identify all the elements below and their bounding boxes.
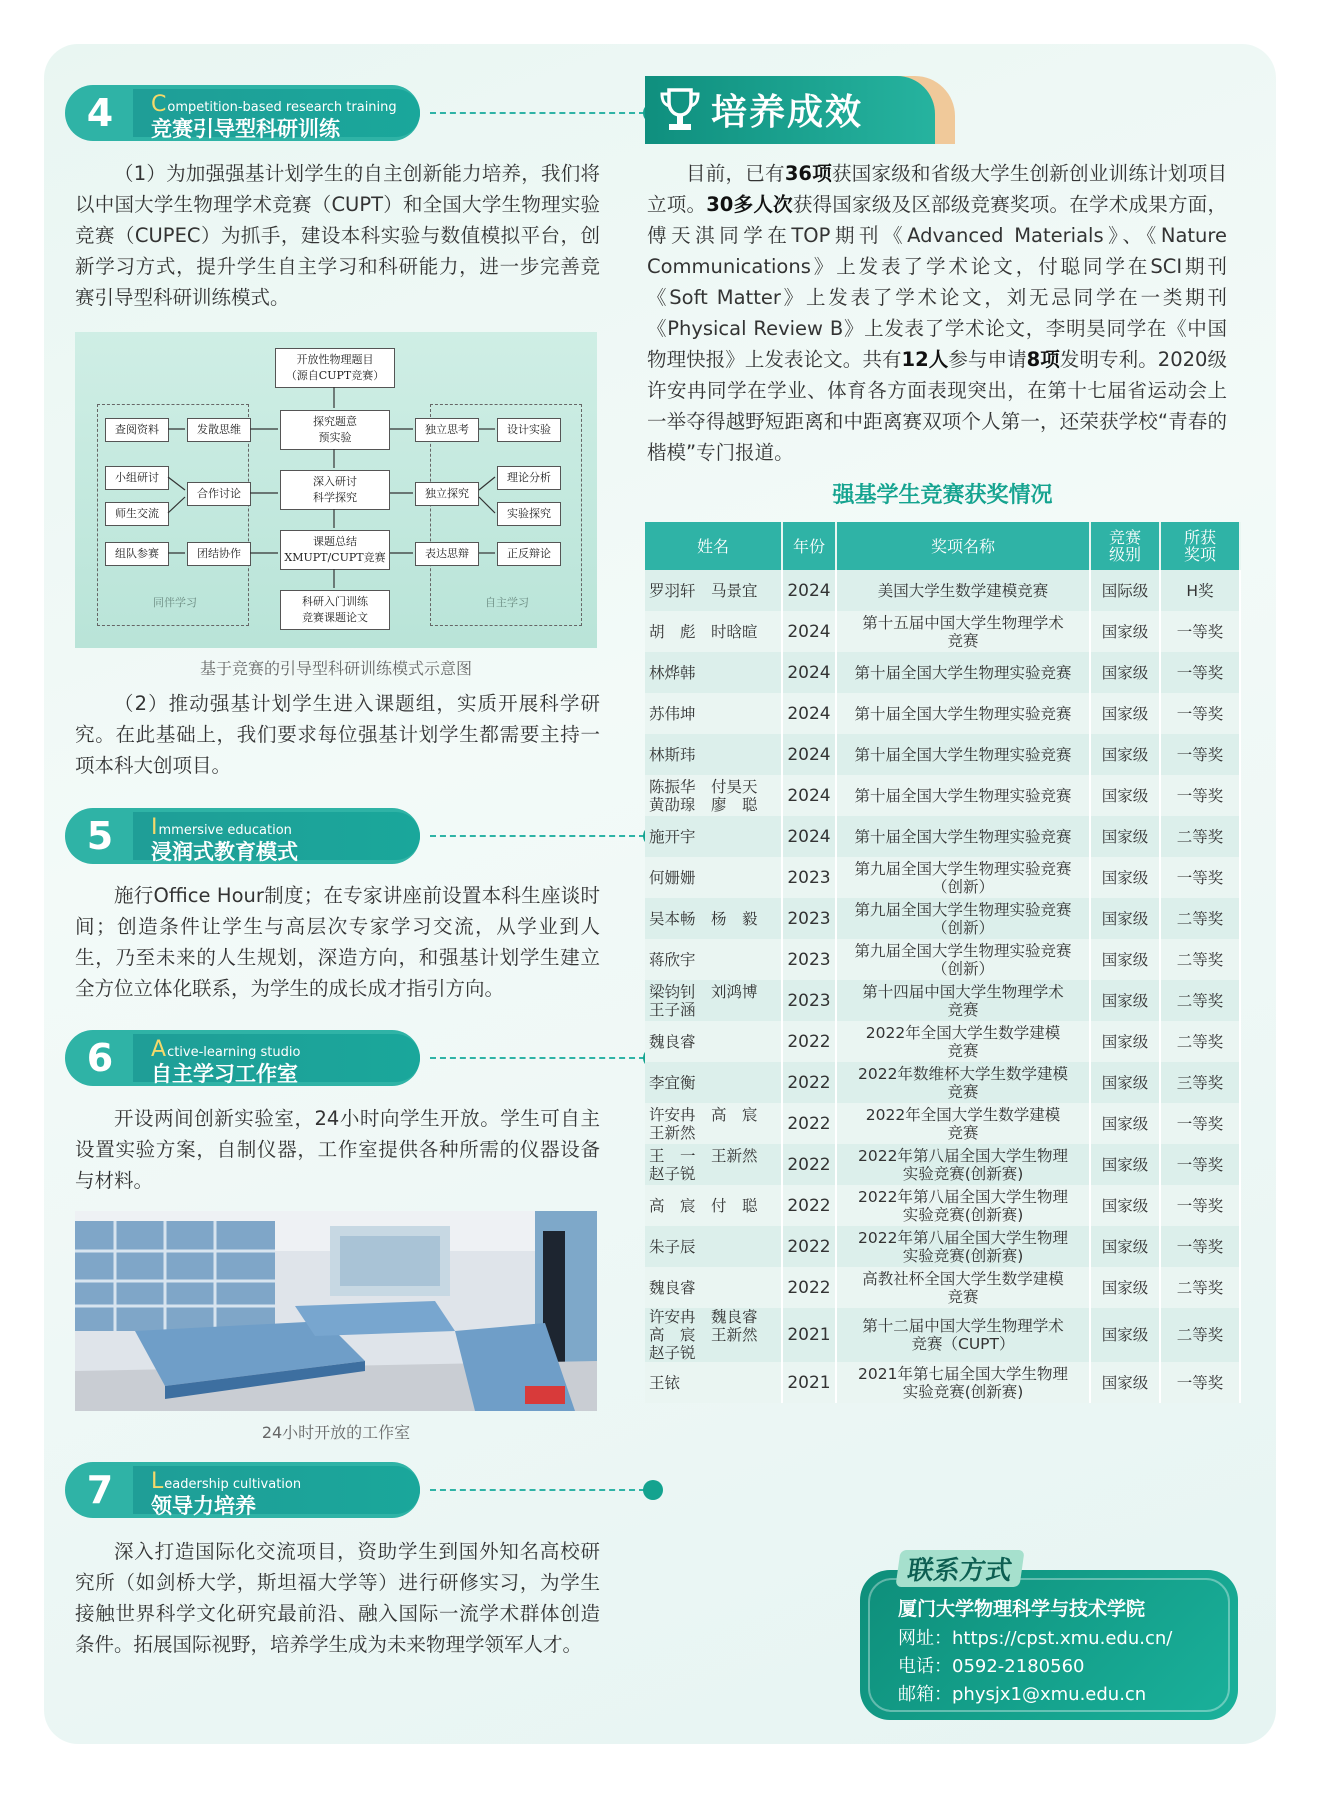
cell-name: 许安冉 魏良睿 高 宸 王新然 赵子锐 — [645, 1308, 782, 1362]
cell-award: 2022年全国大学生数学建模 竞赛 — [836, 1103, 1090, 1144]
table-row — [645, 1226, 1240, 1267]
contact-tag: 联系方式 — [895, 1550, 1024, 1587]
cell-award: 第九届全国大学生物理实验竞赛 （创新） — [836, 898, 1090, 939]
cell-prize: 一等奖 — [1160, 693, 1240, 734]
contact-website[interactable]: 网址：https://cpst.xmu.edu.cn/ — [898, 1628, 1173, 1649]
cell-award: 第十四届中国大学生物理学术 竞赛 — [836, 980, 1090, 1021]
cell-prize: 二等奖 — [1160, 816, 1240, 857]
cell-level: 国家级 — [1090, 898, 1160, 939]
section-5-paragraph: 施行Office Hour制度；在专家讲座前设置本科生座谈时间；创造条件让学生与高层次专家学习交流，从学业到人生，乃至未来的人生规划，深造方向，和强基计划学生建立全方位立体化联系，为学生的成长成才指引方向。 — [75, 884, 600, 1000]
cell-award: 第九届全国大学生物理实验竞赛 （创新） — [836, 939, 1090, 980]
section-4-paragraph-1: （1）为加强强基计划学生的自主创新能力培养，我们将以中国大学生物理学术竞赛（CUPT）和全国大学生物理实验竞赛（CUPEC）为抓手，建设本科实验与数值模拟平台，创新学习方式，提升学生自主学习和科研能力，进一步完善竞赛引导型科研训练模式。 — [75, 162, 600, 309]
table-row — [645, 652, 1240, 693]
table-row — [645, 816, 1240, 857]
column-header: 竞赛 级别 — [1090, 522, 1160, 570]
diagram-left-box: 师生交流 — [105, 502, 169, 526]
diagram-right-box: 独立探究 — [415, 482, 479, 506]
cell-name: 林斯玮 — [645, 734, 782, 775]
cell-level: 国家级 — [1090, 734, 1160, 775]
diagram-right-box: 正反辩论 — [497, 542, 561, 566]
cell-year: 2024 — [782, 611, 836, 652]
cell-name: 施开宇 — [645, 816, 782, 857]
column-header: 所获 奖项 — [1160, 522, 1240, 570]
section-6-paragraph: 开设两间创新实验室，24小时向学生开放。学生可自主设置实验方案，自制仪器，工作室提供各种所需的仪器设备与材料。 — [75, 1107, 600, 1192]
section-4-paragraph-2: （2）推动强基计划学生进入课题组，实质开展科学研究。在此基础上，我们要求每位强基计划学生都需要主持一项本科大创项目。 — [75, 692, 600, 777]
cell-year: 2022 — [782, 1226, 836, 1267]
cell-prize: 二等奖 — [1160, 898, 1240, 939]
cell-name: 罗羽轩 马景宜 — [645, 570, 782, 611]
results-banner — [645, 76, 955, 144]
cell-name: 蒋欣宇 — [645, 939, 782, 980]
section-7-header — [65, 1462, 420, 1518]
cell-name: 李宜衡 — [645, 1062, 782, 1103]
cell-prize: 二等奖 — [1160, 1267, 1240, 1308]
table-row — [645, 898, 1240, 939]
cell-prize: 一等奖 — [1160, 652, 1240, 693]
cell-prize: H奖 — [1160, 570, 1240, 611]
results-paragraph: 目前，已有36项获国家级和省级大学生创新创业训练计划项目立项。30多人次获得国家级及区部级竞赛奖项。在学术成果方面，傅天淇同学在TOP期刊《Advanced Materials》、《Nature Communications》上发表了学术论文，付聪同学在SCI期刊《Soft Matter》上发表了学术论文，刘无忌同学在一类期刊《Physical Review B》上发表了学术论文，李明昊同学在《中国物理快报》上发表论文。共有12人参与申请8项发明专利。2020级许安冉同学在学业、体育各方面表现突出，在第十七届省运动会上一举夺得越野短距离和中距离赛双项个人第一，还荣获学校“青春的楷模”专门报道。 — [647, 162, 1227, 464]
cell-name: 王 一 王新然 赵子锐 — [645, 1144, 782, 1185]
cell-level: 国家级 — [1090, 1062, 1160, 1103]
cell-prize: 一等奖 — [1160, 734, 1240, 775]
diagram-left-box: 查阅资料 — [105, 418, 169, 442]
diagram-area-label: 同伴学习 — [153, 596, 197, 609]
cell-award: 第十届全国大学生物理实验竞赛 — [836, 734, 1090, 775]
cell-name: 高 宸 付 聪 — [645, 1185, 782, 1226]
column-header: 奖项名称 — [836, 522, 1090, 570]
cell-name: 魏良睿 — [645, 1267, 782, 1308]
cell-prize: 一等奖 — [1160, 611, 1240, 652]
cell-name: 苏伟坤 — [645, 693, 782, 734]
cell-level: 国家级 — [1090, 652, 1160, 693]
diagram-arrows — [75, 332, 597, 648]
awards-table — [645, 522, 1241, 1403]
contact-organization: 厦门大学物理科学与技术学院 — [898, 1598, 1146, 1620]
cell-level: 国家级 — [1090, 1185, 1160, 1226]
cell-level: 国家级 — [1090, 980, 1160, 1021]
cell-level: 国家级 — [1090, 1362, 1160, 1403]
cell-level: 国家级 — [1090, 1103, 1160, 1144]
cell-year: 2022 — [782, 1103, 836, 1144]
column-header: 姓名 — [645, 522, 782, 570]
cell-year: 2024 — [782, 734, 836, 775]
cell-year: 2024 — [782, 652, 836, 693]
cell-name: 陈振华 付昊天 黄劭瑔 廖 聪 — [645, 775, 782, 816]
table-row — [645, 734, 1240, 775]
contact-card — [860, 1556, 1238, 1720]
cell-name: 朱子辰 — [645, 1226, 782, 1267]
section-chinese-title: 竞赛引导型科研训练 — [151, 117, 340, 141]
diagram-center-box-1: 探究题意 预实验 — [280, 410, 390, 450]
cell-name: 梁钧钊 刘鸿博 王子涵 — [645, 980, 782, 1021]
cell-award: 第九届全国大学生物理实验竞赛 （创新） — [836, 857, 1090, 898]
cell-prize: 二等奖 — [1160, 939, 1240, 980]
cell-prize: 二等奖 — [1160, 1021, 1240, 1062]
table-row — [645, 1362, 1240, 1403]
cell-prize: 一等奖 — [1160, 857, 1240, 898]
diagram-caption: 基于竞赛的引导型科研训练模式示意图 — [199, 659, 472, 678]
diagram-top-box: 开放性物理题目 （源自CUPT竞赛） — [275, 348, 395, 388]
trophy-icon — [659, 86, 701, 134]
cell-award: 第十届全国大学生物理实验竞赛 — [836, 816, 1090, 857]
diagram-right-box: 表达思辩 — [415, 542, 479, 566]
cell-award: 2022年全国大学生数学建模 竞赛 — [836, 1021, 1090, 1062]
training-mode-diagram — [75, 332, 597, 648]
cell-prize: 一等奖 — [1160, 775, 1240, 816]
cell-level: 国家级 — [1090, 693, 1160, 734]
cell-level: 国家级 — [1090, 1267, 1160, 1308]
diagram-right-box: 实验探究 — [497, 502, 561, 526]
contact-phone: 电话：0592-2180560 — [898, 1656, 1085, 1677]
table-row — [645, 775, 1240, 816]
table-row — [645, 1185, 1240, 1226]
cell-award: 高教社杯全国大学生数学建模 竞赛 — [836, 1267, 1090, 1308]
table-row — [645, 939, 1240, 980]
cell-prize: 一等奖 — [1160, 1185, 1240, 1226]
cell-year: 2022 — [782, 1144, 836, 1185]
table-row — [645, 1021, 1240, 1062]
table-row — [645, 570, 1240, 611]
diagram-right-box: 理论分析 — [497, 466, 561, 490]
cell-prize: 一等奖 — [1160, 1144, 1240, 1185]
section-english-title: Leadership cultivation — [151, 1469, 302, 1494]
cell-prize: 一等奖 — [1160, 1362, 1240, 1403]
cell-level: 国家级 — [1090, 1308, 1160, 1362]
results-title: 培养成效 — [711, 92, 864, 133]
cell-award: 第十届全国大学生物理实验竞赛 — [836, 693, 1090, 734]
table-row — [645, 980, 1240, 1021]
cell-name: 许安冉 高 宸 王新然 — [645, 1103, 782, 1144]
section-6-header — [65, 1030, 420, 1086]
section-chinese-title: 领导力培养 — [151, 1494, 256, 1518]
cell-year: 2024 — [782, 816, 836, 857]
diagram-left-box: 组队参赛 — [105, 542, 169, 566]
diagram-center-box-3: 课题总结 XMUPT/CUPT竞赛 — [280, 530, 390, 570]
cell-level: 国际级 — [1090, 570, 1160, 611]
photo-caption: 24小时开放的工作室 — [261, 1423, 411, 1442]
cell-year: 2022 — [782, 1267, 836, 1308]
table-header-row — [645, 522, 1240, 570]
cell-year: 2023 — [782, 857, 836, 898]
table-row — [645, 1144, 1240, 1185]
section-number: 4 — [86, 91, 114, 135]
cell-year: 2022 — [782, 1021, 836, 1062]
section-english-title: Competition-based research training — [151, 92, 397, 117]
cell-award: 第十届全国大学生物理实验竞赛 — [836, 775, 1090, 816]
section-number: 6 — [86, 1036, 114, 1080]
awards-table-title: 强基学生竞赛获奖情况 — [832, 483, 1053, 508]
cell-year: 2024 — [782, 570, 836, 611]
studio-photo — [75, 1211, 597, 1411]
cell-level: 国家级 — [1090, 611, 1160, 652]
cell-year: 2023 — [782, 939, 836, 980]
cell-level: 国家级 — [1090, 816, 1160, 857]
section-4-header — [65, 85, 420, 141]
diagram-right-box: 设计实验 — [497, 418, 561, 442]
cell-prize: 一等奖 — [1160, 1226, 1240, 1267]
table-row — [645, 1308, 1240, 1362]
cell-award: 第十二届中国大学生物理学术 竞赛（CUPT） — [836, 1308, 1090, 1362]
cell-year: 2022 — [782, 1185, 836, 1226]
cell-award: 第十五届中国大学生物理学术 竞赛 — [836, 611, 1090, 652]
diagram-left-box: 小组研讨 — [105, 466, 169, 490]
cell-award: 美国大学生数学建模竞赛 — [836, 570, 1090, 611]
section-english-title: Active-learning studio — [151, 1037, 301, 1062]
cell-year: 2023 — [782, 898, 836, 939]
bullet-dot — [643, 1480, 663, 1500]
cell-prize: 三等奖 — [1160, 1062, 1240, 1103]
cell-name: 王铱 — [645, 1362, 782, 1403]
cell-name: 吴本畅 杨 毅 — [645, 898, 782, 939]
cell-level: 国家级 — [1090, 775, 1160, 816]
table-row — [645, 693, 1240, 734]
cell-award: 2021年第七届全国大学生物理 实验竞赛(创新赛) — [836, 1362, 1090, 1403]
cell-prize: 二等奖 — [1160, 1308, 1240, 1362]
cell-award: 第十届全国大学生物理实验竞赛 — [836, 652, 1090, 693]
section-7-paragraph: 深入打造国际化交流项目，资助学生到国外知名高校研究所（如剑桥大学，斯坦福大学等）进行研修实习，为学生接触世界科学文化研究最前沿、融入国际一流学术群体创造条件。拓展国际视野，培养学生成为未来物理学领军人才。 — [75, 1540, 600, 1656]
cell-level: 国家级 — [1090, 1021, 1160, 1062]
cell-year: 2023 — [782, 980, 836, 1021]
cell-name: 何姗姗 — [645, 857, 782, 898]
table-row — [645, 1267, 1240, 1308]
cell-year: 2021 — [782, 1308, 836, 1362]
section-chinese-title: 自主学习工作室 — [151, 1062, 298, 1086]
section-number: 5 — [86, 814, 114, 858]
cell-year: 2021 — [782, 1362, 836, 1403]
cell-name: 胡 彪 时晗暄 — [645, 611, 782, 652]
cell-year: 2024 — [782, 775, 836, 816]
cell-award: 2022年数维杯大学生数学建模 竞赛 — [836, 1062, 1090, 1103]
section-chinese-title: 浸润式教育模式 — [151, 840, 298, 864]
cell-year: 2024 — [782, 693, 836, 734]
column-header: 年份 — [782, 522, 836, 570]
cell-prize: 二等奖 — [1160, 980, 1240, 1021]
section-english-title: Immersive education — [151, 815, 292, 840]
cell-level: 国家级 — [1090, 1226, 1160, 1267]
section-5-header — [65, 808, 420, 864]
diagram-left-box: 团结协作 — [187, 542, 251, 566]
diagram-right-box: 独立思考 — [415, 418, 479, 442]
cell-level: 国家级 — [1090, 939, 1160, 980]
contact-email[interactable]: 邮箱：physjx1@xmu.edu.cn — [898, 1684, 1147, 1705]
cell-year: 2022 — [782, 1062, 836, 1103]
cell-name: 林烨韩 — [645, 652, 782, 693]
cell-award: 2022年第八届全国大学生物理 实验竞赛(创新赛) — [836, 1185, 1090, 1226]
cell-award: 2022年第八届全国大学生物理 实验竞赛(创新赛) — [836, 1144, 1090, 1185]
section-number: 7 — [86, 1468, 114, 1512]
cell-level: 国家级 — [1090, 1144, 1160, 1185]
diagram-left-box: 发散思维 — [187, 418, 251, 442]
table-row — [645, 1062, 1240, 1103]
cell-prize: 一等奖 — [1160, 1103, 1240, 1144]
table-row — [645, 1103, 1240, 1144]
diagram-center-box-4: 科研入门训练 竞赛课题论文 — [280, 590, 390, 630]
cell-name: 魏良睿 — [645, 1021, 782, 1062]
cell-award: 2022年第八届全国大学生物理 实验竞赛(创新赛) — [836, 1226, 1090, 1267]
table-row — [645, 857, 1240, 898]
cell-level: 国家级 — [1090, 857, 1160, 898]
diagram-left-box: 合作讨论 — [187, 482, 251, 506]
diagram-area-label: 自主学习 — [485, 596, 529, 609]
table-row — [645, 611, 1240, 652]
diagram-center-box-2: 深入研讨 科学探究 — [280, 470, 390, 510]
